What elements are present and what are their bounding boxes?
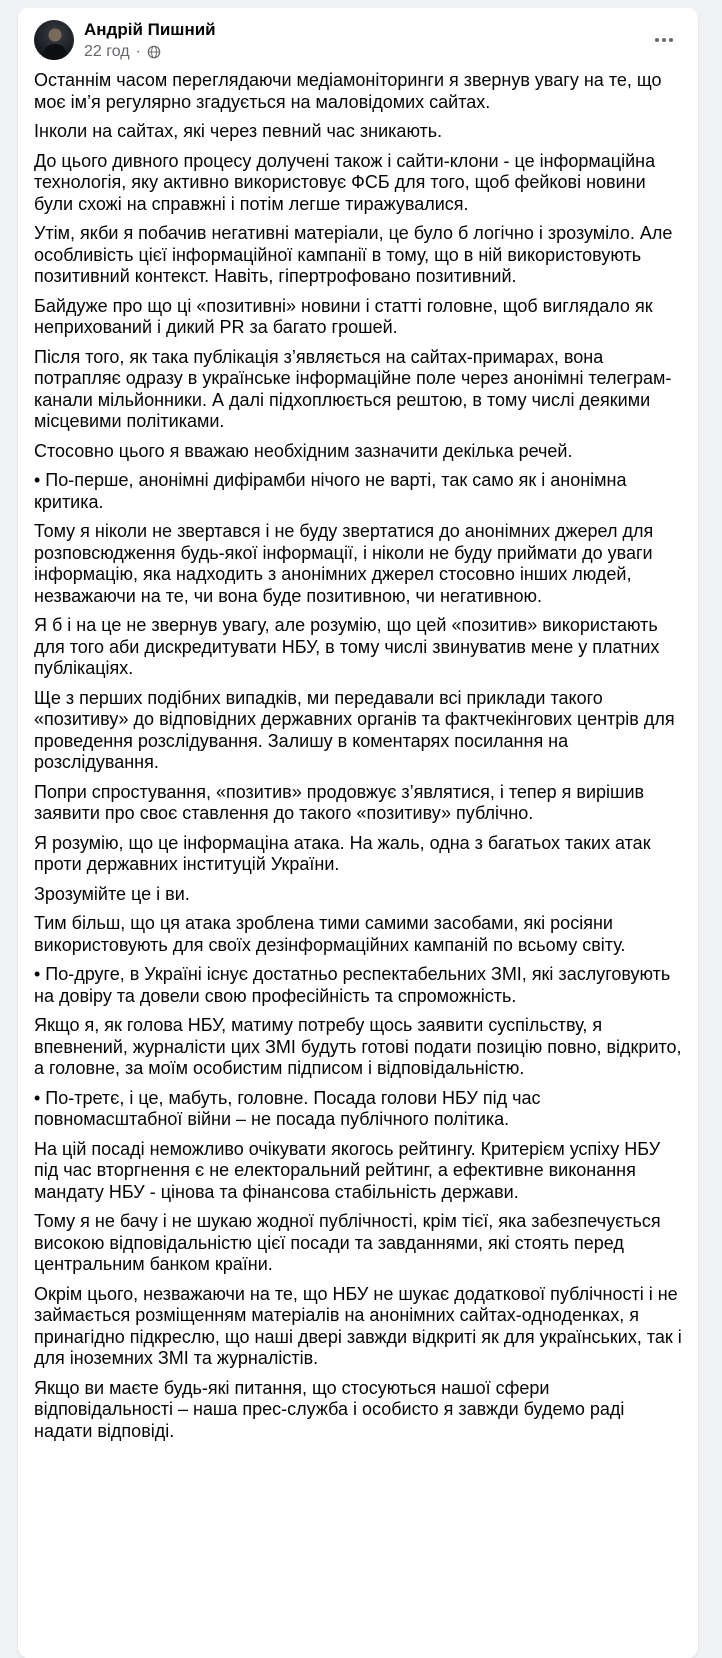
post-paragraph: • По-перше, анонімні дифірамби нічого не варті, так само як і анонімна критика.	[34, 470, 627, 512]
more-options-button[interactable]	[646, 26, 682, 54]
post-paragraph: Ще з перших подібних випадків, ми передавали всі приклади такого «позитиву» до відповідних державних органів та фактчекінгових центрів для проведення розслідування. Залишу в коментарях посилання на розслідування.	[34, 687, 675, 772]
post-header	[34, 18, 682, 68]
post-paragraph: • По-друге, в Україні існує достатньо респектабельних ЗМІ, які заслуговують на довіру та довели свою професійність та спроможність.	[34, 964, 671, 1006]
post-paragraph: Тим більш, що ця атака зроблена тими самими засобами, які росіяни використовують для своїх дезінформаційних кампаній по всьому світу.	[34, 913, 626, 955]
post-meta	[84, 43, 161, 61]
post-paragraph: Тому я не бачу і не шукаю жодної публічності, крім тієї, яка забезпечується високою відповідальністю цієї посади та завданнями, які стоять перед центральним банком країни.	[34, 1211, 661, 1274]
post-paragraph: Зрозумійте це і ви.	[34, 883, 190, 904]
more-options-icon	[654, 37, 674, 43]
post-paragraph: До цього дивного процесу долучені також і сайти-клони - це інформаційна технологія, яку активно використовує ФСБ для того, щоб фейкові новини були схожі на справжні і потім легше тиражувалися.	[34, 150, 656, 214]
post-paragraph: Утім, якби я побачив негативні матеріали, це було б логічно і зрозуміло. Але особливість цієї інформаційної кампанії в тому, що в ній використовують позитивний контекст. Навіть, гіпертрофовано позитивний.	[34, 223, 673, 286]
post-paragraph: Останнім часом переглядаючи медіамоніторинги я звернув увагу на те, що моє ім’я регулярно згадується на маловідомих сайтах.	[34, 70, 662, 112]
post-card	[18, 8, 698, 1658]
post-paragraph: Тому я ніколи не звертався і не буду звертатися до анонімних джерел для розповсюдження будь-якої інформації, і ніколи не буду приймати до уваги інформацію, яка надходить з анонімних джерел стосовно інших людей, незважаючи на те, чи вона буде позитивною, чи негативною.	[34, 521, 654, 606]
post-paragraph: Окрім цього, незважаючи на те, що НБУ не шукає додаткової публічності і не займається розміщенням матеріалів на анонімних сайтах-одноденках, я принагідно підкреслю, що наші двері завжди відкриті як для українських, так і для іноземних ЗМІ та журналістів.	[34, 1283, 682, 1368]
post-paragraph: • По-третє, і це, мабуть, головне. Посада голови НБУ під час повномасштабної війни – не посада публічного політика.	[34, 1087, 541, 1129]
post-text	[34, 70, 684, 1450]
post-paragraph: Якщо ви маєте будь-які питання, що стосуються нашої сфери відповідальності – наша прес-служба і особисто я завжди будемо раді надати відповіді.	[34, 1377, 625, 1441]
person-silhouette-icon	[34, 20, 74, 60]
avatar[interactable]	[34, 20, 74, 60]
post-paragraph: Попри спростування, «позитив» продовжує з’являтися, і тепер я вирішив заявити про своє ставлення до такого «позитиву» публічно.	[34, 781, 645, 823]
post-paragraph: Стосовно цього я вважаю необхідним зазначити декілька речей.	[34, 440, 573, 461]
post-paragraph: Я б і на це не звернув увагу, але розумію, що цей «позитив» використають для того аби дискредитувати НБУ, в тому числі звинуватив мене у платних публікаціях.	[34, 615, 660, 678]
meta-separator: ·	[135, 43, 141, 60]
post-paragraph: Якщо я, як голова НБУ, матиму потребу щось заявити суспільству, я впевнений, журналісти цих ЗМІ будуть готові подати позицію повно, відкрито, а головне, за моїм особистим підписом і відповідальністю.	[34, 1015, 682, 1078]
post-paragraph: Байдуже про що ці «позитивні» новини і статті головне, щоб виглядало як неприхований і дикий PR за багато грошей.	[34, 295, 653, 337]
post-paragraph: Я розумію, що це інформаціна атака. На жаль, одна з багатьох таких атак проти державних інституцій України.	[34, 832, 651, 874]
post-paragraph: Після того, як така публікація з’являється на сайтах-примарах, вона потрапляє одразу в українське інформаційне поле через анонімні телеграм-канали мільйонники. А далі підхоплюється рештою, в тому числі деякими місцевими політиками.	[34, 346, 672, 431]
author-name[interactable]: Андрій Пишний	[84, 20, 216, 39]
post-time[interactable]: 22 год	[84, 43, 130, 60]
post-paragraph: Інколи на сайтах, які через певний час зникають.	[34, 121, 443, 141]
post-paragraph: На цій посаді неможливо очікувати якогось рейтингу. Критерієм успіху НБУ під час вторгнення є не електоральний рейтинг, а ефективне виконання мандату НБУ - цінова та фінансова стабільність держави.	[34, 1138, 661, 1202]
globe-icon[interactable]	[147, 45, 161, 59]
